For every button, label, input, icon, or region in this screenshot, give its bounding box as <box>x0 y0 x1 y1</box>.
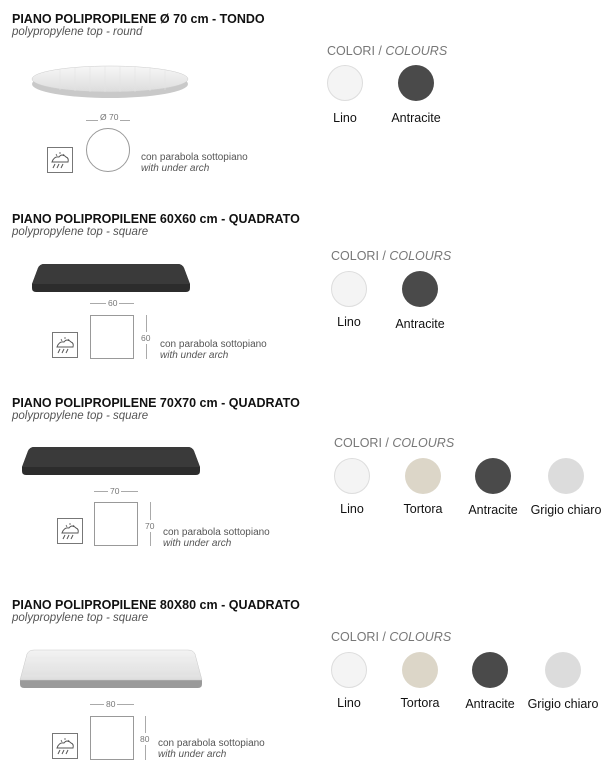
colors-heading <box>327 44 447 58</box>
colors-heading <box>331 249 451 263</box>
square-top-outline <box>90 315 134 359</box>
colors-heading <box>334 436 454 450</box>
color-name: Lino <box>337 696 361 710</box>
under-arch-note <box>158 738 265 760</box>
color-swatch-grigio-chiaro[interactable] <box>545 652 581 688</box>
note-english: with under arch <box>141 163 210 174</box>
color-swatch-lino[interactable] <box>331 271 367 307</box>
section-title: PIANO POLIPROPILENE 60X60 cm - QUADRATO <box>12 212 300 226</box>
width-dimension-label: Ø 70 <box>100 112 119 122</box>
square-tabletop-image <box>20 445 202 477</box>
colors-heading-it: COLORI / <box>331 630 390 644</box>
color-name: Antracite <box>391 111 441 125</box>
under-arch-note <box>163 527 270 549</box>
note-italian: con parabola sottopiano <box>158 738 265 749</box>
height-dimension-label: 80 <box>140 734 150 744</box>
round-top-outline <box>86 128 130 172</box>
width-dimension-label: 80 <box>106 699 116 709</box>
color-swatch-grigio-chiaro[interactable] <box>548 458 584 494</box>
color-swatch-antracite[interactable] <box>472 652 508 688</box>
section-subtitle: polypropylene top - round <box>12 26 143 38</box>
section-title: PIANO POLIPROPILENE 70X70 cm - QUADRATO <box>12 396 300 410</box>
color-swatch-lino[interactable] <box>331 652 367 688</box>
color-swatch-tortora[interactable] <box>405 458 441 494</box>
square-top-outline <box>90 716 134 760</box>
color-name: Lino <box>340 502 364 516</box>
section-title: PIANO POLIPROPILENE Ø 70 cm - TONDO <box>12 12 265 26</box>
color-name: Antracite <box>395 317 445 331</box>
square-tabletop-image <box>18 648 204 690</box>
color-swatch-antracite[interactable] <box>402 271 438 307</box>
under-arch-icon <box>52 733 78 759</box>
color-name: Grigio chiaro <box>527 697 599 711</box>
width-dimension-label: 70 <box>110 486 120 496</box>
color-name: Antracite <box>465 697 515 711</box>
under-arch-note <box>160 339 267 361</box>
note-english: with under arch <box>160 350 229 361</box>
under-arch-icon <box>52 332 78 358</box>
square-tabletop-image <box>30 262 192 294</box>
note-italian: con parabola sottopiano <box>141 152 248 163</box>
section-square-60 <box>0 200 616 390</box>
colors-heading-en: COLOURS <box>385 44 448 58</box>
square-top-outline <box>94 502 138 546</box>
color-name: Lino <box>337 315 361 329</box>
height-dimension-label: 70 <box>145 521 155 531</box>
colors-heading-it: COLORI / <box>331 249 390 263</box>
section-round-70 <box>0 0 616 200</box>
note-english: with under arch <box>163 538 232 549</box>
section-square-80 <box>0 590 616 771</box>
color-name: Lino <box>333 111 357 125</box>
color-swatch-antracite[interactable] <box>475 458 511 494</box>
color-swatch-tortora[interactable] <box>402 652 438 688</box>
color-swatch-lino[interactable] <box>327 65 363 101</box>
section-subtitle: polypropylene top - square <box>12 410 149 422</box>
note-italian: con parabola sottopiano <box>163 527 270 538</box>
color-name: Antracite <box>468 503 518 517</box>
note-english: with under arch <box>158 749 227 760</box>
colors-heading-it: COLORI / <box>327 44 386 58</box>
section-subtitle: polypropylene top - square <box>12 612 149 624</box>
width-dimension-label: 60 <box>108 298 118 308</box>
colors-heading-en: COLOURS <box>389 249 452 263</box>
color-swatch-antracite[interactable] <box>398 65 434 101</box>
colors-heading <box>331 630 451 644</box>
under-arch-icon <box>57 518 83 544</box>
color-name: Tortora <box>403 502 443 516</box>
under-arch-icon <box>47 147 73 173</box>
color-name: Grigio chiaro <box>530 503 602 517</box>
height-dimension-label: 60 <box>141 333 151 343</box>
note-italian: con parabola sottopiano <box>160 339 267 350</box>
section-subtitle: polypropylene top - square <box>12 226 149 238</box>
colors-heading-it: COLORI / <box>334 436 393 450</box>
color-swatch-lino[interactable] <box>334 458 370 494</box>
section-title: PIANO POLIPROPILENE 80X80 cm - QUADRATO <box>12 598 300 612</box>
under-arch-note <box>141 152 248 174</box>
colors-heading-en: COLOURS <box>389 630 452 644</box>
round-tabletop-image <box>30 62 190 102</box>
colors-heading-en: COLOURS <box>392 436 455 450</box>
color-name: Tortora <box>400 696 440 710</box>
section-square-70 <box>0 390 616 590</box>
